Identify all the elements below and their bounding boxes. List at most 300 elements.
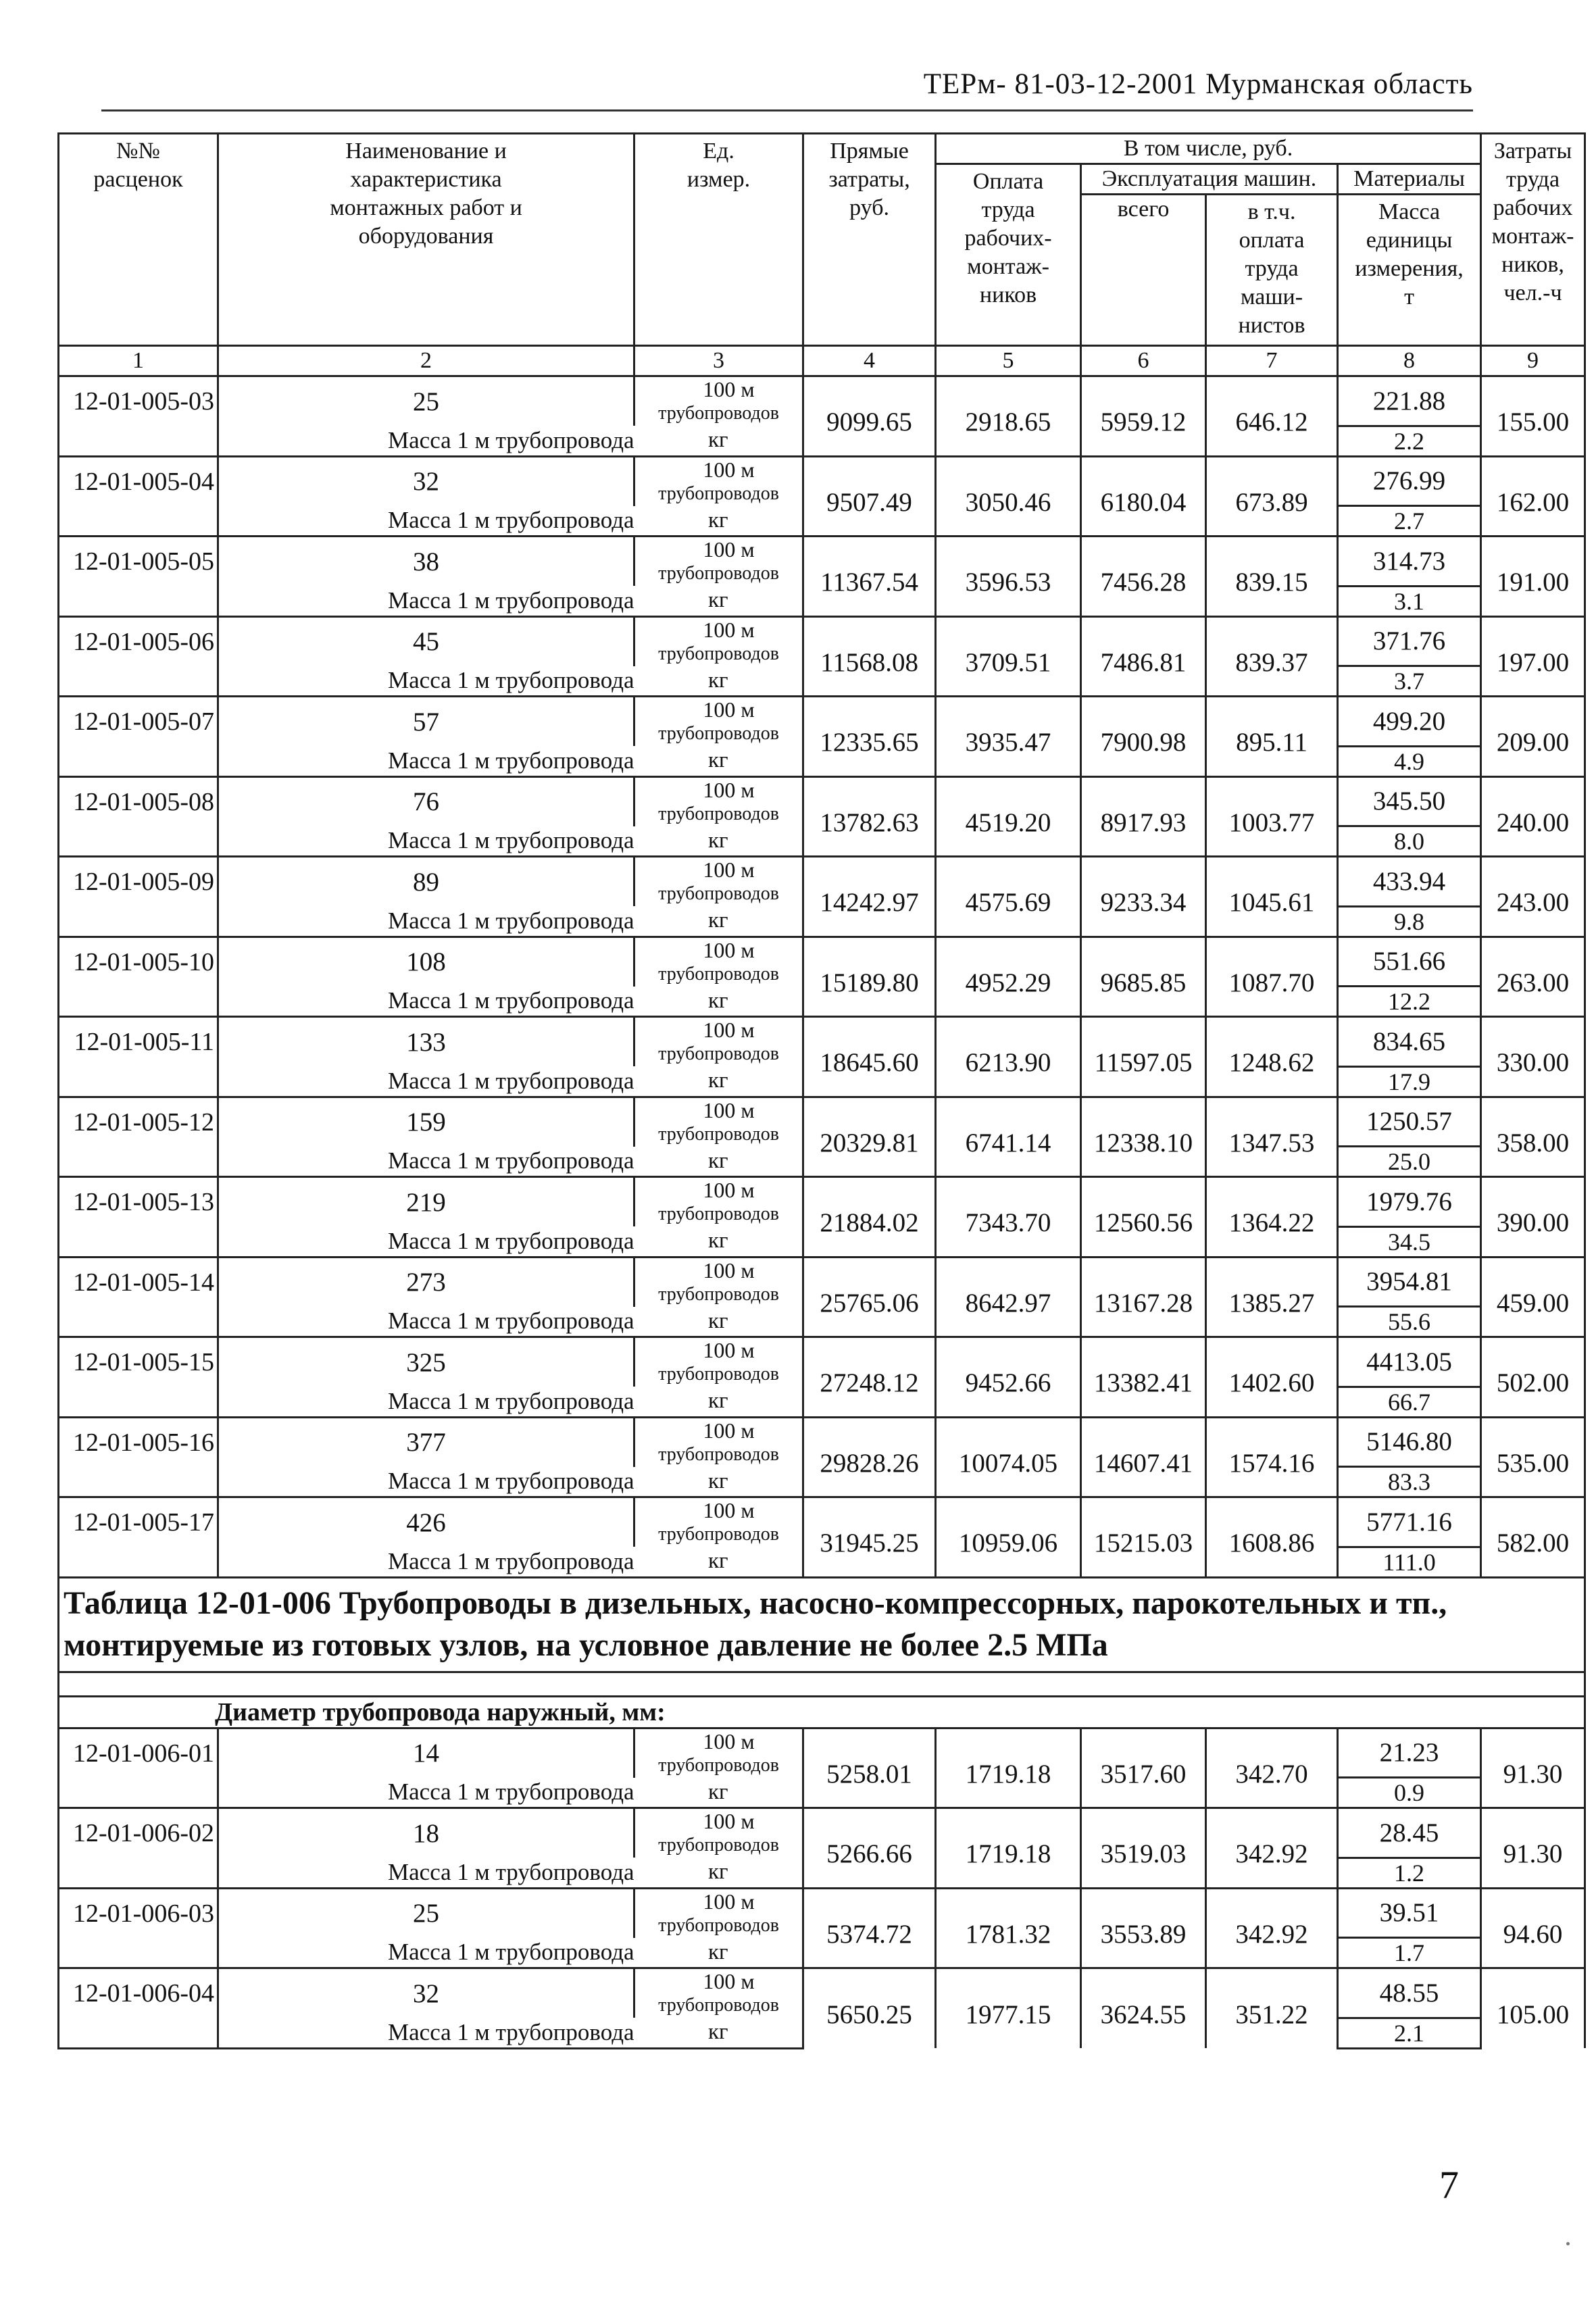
unit-line2: трубопроводов	[658, 1443, 779, 1465]
labor-cost: 6741.14	[936, 1097, 1081, 1177]
mass-label-spacer	[59, 987, 218, 1017]
mass-unit: кг	[634, 906, 803, 937]
materials-cost: 4413.05	[1338, 1337, 1481, 1387]
col-header-mass: Масса единицы измерения, т	[1338, 195, 1481, 346]
pipe-diameter: 133	[218, 1017, 634, 1067]
labor-cost: 7343.70	[936, 1177, 1081, 1258]
col-header-materials: Материалы	[1338, 164, 1481, 195]
labor-hours: 582.00	[1481, 1497, 1585, 1578]
mass-label-spacer	[59, 746, 218, 776]
machinists-labor-cost: 1385.27	[1206, 1257, 1338, 1337]
header-rule	[101, 109, 1473, 111]
mass-label: Масса 1 м трубопровода	[218, 1226, 634, 1257]
labor-hours: 94.60	[1481, 1888, 1585, 1968]
direct-cost: 5374.72	[803, 1888, 936, 1968]
rate-row	[59, 1417, 1585, 1467]
labor-hours: 240.00	[1481, 776, 1585, 857]
pipe-diameter: 57	[218, 697, 634, 747]
machinists-labor-cost: 895.11	[1206, 697, 1338, 777]
machinists-labor-cost: 1087.70	[1206, 937, 1338, 1017]
mass-label-spacer	[59, 1147, 218, 1177]
machines-cost: 3624.55	[1081, 1968, 1206, 2049]
mass-label: Масса 1 м трубопровода	[218, 1547, 634, 1577]
unit-line1: 100 м	[703, 377, 755, 401]
machines-cost: 7456.28	[1081, 537, 1206, 617]
direct-cost: 5650.25	[803, 1968, 936, 2049]
machinists-labor-cost: 342.92	[1206, 1808, 1338, 1889]
table-title-row	[59, 1577, 1585, 1672]
rate-code: 12-01-006-02	[59, 1808, 218, 1858]
unit-of-measure	[634, 857, 803, 907]
rate-row	[59, 1097, 1585, 1147]
labor-cost: 4519.20	[936, 776, 1081, 857]
rate-row	[59, 776, 1585, 826]
rate-code: 12-01-005-17	[59, 1497, 218, 1547]
unit-line1: 100 м	[703, 1018, 755, 1042]
unit-of-measure	[634, 1337, 803, 1387]
unit-of-measure	[634, 1257, 803, 1307]
labor-hours: 209.00	[1481, 697, 1585, 777]
mass-unit: кг	[634, 666, 803, 697]
unit-line1: 100 м	[703, 1969, 755, 1993]
rate-code: 12-01-005-04	[59, 456, 218, 506]
labor-hours: 162.00	[1481, 456, 1585, 537]
machinists-labor-cost: 1347.53	[1206, 1097, 1338, 1177]
pipe-diameter: 273	[218, 1257, 634, 1307]
machinists-labor-cost: 342.92	[1206, 1888, 1338, 1968]
rate-row	[59, 537, 1585, 587]
rate-code: 12-01-005-12	[59, 1097, 218, 1147]
col-header-name: Наименование и характеристика монтажных работ и оборудования	[218, 134, 634, 346]
pipe-diameter: 32	[218, 1968, 634, 2018]
col-header-labor: Оплата труда рабочих- монтаж- ников	[936, 164, 1081, 346]
materials-cost: 21.23	[1338, 1728, 1481, 1778]
mass-value: 66.7	[1338, 1387, 1481, 1417]
mass-label-spacer	[59, 1066, 218, 1097]
mass-value: 55.6	[1338, 1307, 1481, 1337]
materials-cost: 28.45	[1338, 1808, 1481, 1858]
rate-row	[59, 616, 1585, 666]
mass-label: Масса 1 м трубопровода	[218, 1858, 634, 1888]
labor-hours: 263.00	[1481, 937, 1585, 1017]
col-number: 4	[803, 346, 936, 376]
pipe-diameter: 426	[218, 1497, 634, 1547]
mass-value: 2.7	[1338, 506, 1481, 537]
direct-cost: 21884.02	[803, 1177, 936, 1258]
mass-unit: кг	[634, 1226, 803, 1257]
machines-cost: 3553.89	[1081, 1888, 1206, 1968]
col-header-group: В том числе, руб.	[936, 134, 1481, 164]
unit-of-measure	[634, 376, 803, 426]
pipe-diameter: 14	[218, 1728, 634, 1778]
unit-of-measure	[634, 456, 803, 506]
mass-label: Масса 1 м трубопровода	[218, 1387, 634, 1417]
machines-cost: 15215.03	[1081, 1497, 1206, 1578]
mass-value: 2.1	[1338, 2018, 1481, 2048]
mass-label: Масса 1 м трубопровода	[218, 1938, 634, 1968]
mass-label: Масса 1 м трубопровода	[218, 987, 634, 1017]
unit-line1: 100 м	[703, 1418, 755, 1443]
mass-unit: кг	[634, 1066, 803, 1097]
mass-label-spacer	[59, 2018, 218, 2048]
mass-unit: кг	[634, 1778, 803, 1808]
mass-unit: кг	[634, 1938, 803, 1968]
unit-line1: 100 м	[703, 617, 755, 642]
rate-row	[59, 1808, 1585, 1858]
col-header-hours: Затраты труда рабочих монтаж- ников, чел.-ч	[1481, 134, 1585, 346]
mass-unit: кг	[634, 746, 803, 776]
machines-cost: 7486.81	[1081, 616, 1206, 697]
mass-unit: кг	[634, 1858, 803, 1888]
machines-cost: 11597.05	[1081, 1017, 1206, 1097]
labor-cost: 3709.51	[936, 616, 1081, 697]
rate-row	[59, 1017, 1585, 1067]
mass-unit: кг	[634, 1547, 803, 1577]
mass-value: 0.9	[1338, 1778, 1481, 1808]
mass-label: Масса 1 м трубопровода	[218, 2018, 634, 2048]
mass-label-spacer	[59, 1778, 218, 1808]
machines-cost: 13382.41	[1081, 1337, 1206, 1418]
mass-value: 2.2	[1338, 426, 1481, 456]
unit-line1: 100 м	[703, 777, 755, 802]
materials-cost: 433.94	[1338, 857, 1481, 907]
unit-line1: 100 м	[703, 697, 755, 722]
rate-code: 12-01-005-13	[59, 1177, 218, 1227]
materials-cost: 371.76	[1338, 616, 1481, 666]
materials-cost: 345.50	[1338, 776, 1481, 826]
materials-cost: 314.73	[1338, 537, 1481, 587]
unit-line2: трубопроводов	[658, 1364, 779, 1385]
col-number: 7	[1206, 346, 1338, 376]
pipe-diameter: 159	[218, 1097, 634, 1147]
labor-hours: 91.30	[1481, 1808, 1585, 1889]
labor-hours: 243.00	[1481, 857, 1585, 937]
rate-code: 12-01-005-05	[59, 537, 218, 587]
col-number: 3	[634, 346, 803, 376]
rate-code: 12-01-005-08	[59, 776, 218, 826]
col-header-mach-total: всего	[1081, 195, 1206, 346]
col-number: 1	[59, 346, 218, 376]
rate-code: 12-01-005-06	[59, 616, 218, 666]
mass-label-spacer	[59, 1858, 218, 1888]
document-header: ТЕРм- 81-03-12-2001 Мурманская область	[923, 68, 1473, 100]
rate-row	[59, 1728, 1585, 1778]
mass-label-spacer	[59, 586, 218, 616]
unit-line1: 100 м	[703, 1178, 755, 1202]
column-numbers-row	[59, 346, 1585, 376]
labor-cost: 9452.66	[936, 1337, 1081, 1418]
unit-of-measure	[634, 937, 803, 987]
unit-line2: трубопроводов	[658, 1283, 779, 1305]
mass-value: 9.8	[1338, 906, 1481, 937]
rate-row	[59, 1337, 1585, 1387]
mass-unit: кг	[634, 826, 803, 857]
labor-cost: 3596.53	[936, 537, 1081, 617]
mass-label: Масса 1 м трубопровода	[218, 1147, 634, 1177]
direct-cost: 25765.06	[803, 1257, 936, 1337]
labor-hours: 390.00	[1481, 1177, 1585, 1258]
mass-label-spacer	[59, 506, 218, 537]
mass-label-spacer	[59, 826, 218, 857]
labor-hours: 191.00	[1481, 537, 1585, 617]
unit-of-measure	[634, 1417, 803, 1467]
rate-row	[59, 857, 1585, 907]
unit-line2: трубопроводов	[658, 563, 779, 584]
labor-hours: 358.00	[1481, 1097, 1585, 1177]
unit-of-measure	[634, 537, 803, 587]
materials-cost: 1979.76	[1338, 1177, 1481, 1227]
machines-cost: 12338.10	[1081, 1097, 1206, 1177]
unit-line2: трубопроводов	[658, 883, 779, 904]
mass-label: Масса 1 м трубопровода	[218, 666, 634, 697]
unit-of-measure	[634, 1888, 803, 1938]
mass-unit: кг	[634, 1467, 803, 1497]
mass-value: 1.7	[1338, 1938, 1481, 1968]
labor-cost: 10074.05	[936, 1417, 1081, 1497]
labor-cost: 6213.90	[936, 1017, 1081, 1097]
materials-cost: 499.20	[1338, 697, 1481, 747]
unit-of-measure	[634, 1017, 803, 1067]
unit-of-measure	[634, 776, 803, 826]
unit-line2: трубопроводов	[658, 1835, 779, 1856]
labor-cost: 2918.65	[936, 376, 1081, 457]
labor-hours: 330.00	[1481, 1017, 1585, 1097]
machinists-labor-cost: 839.15	[1206, 537, 1338, 617]
labor-hours: 91.30	[1481, 1728, 1585, 1808]
machines-cost: 7900.98	[1081, 697, 1206, 777]
pipe-diameter: 25	[218, 1888, 634, 1938]
direct-cost: 11367.54	[803, 537, 936, 617]
direct-cost: 9507.49	[803, 456, 936, 537]
pipe-diameter: 325	[218, 1337, 634, 1387]
mass-unit: кг	[634, 2018, 803, 2048]
unit-of-measure	[634, 697, 803, 747]
machinists-labor-cost: 1364.22	[1206, 1177, 1338, 1258]
machines-cost: 13167.28	[1081, 1257, 1206, 1337]
pipe-diameter: 76	[218, 776, 634, 826]
mass-value: 12.2	[1338, 987, 1481, 1017]
rate-row	[59, 1888, 1585, 1938]
unit-of-measure	[634, 1097, 803, 1147]
materials-cost: 551.66	[1338, 937, 1481, 987]
mass-value: 83.3	[1338, 1467, 1481, 1497]
mass-value: 17.9	[1338, 1066, 1481, 1097]
mass-label: Масса 1 м трубопровода	[218, 826, 634, 857]
mass-label: Масса 1 м трубопровода	[218, 746, 634, 776]
mass-value: 4.9	[1338, 746, 1481, 776]
mass-unit: кг	[634, 586, 803, 616]
mass-unit: кг	[634, 1147, 803, 1177]
materials-cost: 5146.80	[1338, 1417, 1481, 1467]
materials-cost: 48.55	[1338, 1968, 1481, 2018]
unit-of-measure	[634, 1728, 803, 1778]
machinists-labor-cost: 839.37	[1206, 616, 1338, 697]
rate-code: 12-01-005-10	[59, 937, 218, 987]
mass-label: Масса 1 м трубопровода	[218, 1066, 634, 1097]
unit-of-measure	[634, 1808, 803, 1858]
unit-of-measure	[634, 1968, 803, 2018]
materials-cost: 221.88	[1338, 376, 1481, 426]
spacer-row	[59, 1672, 1585, 1696]
col-header-code: №№ расценок	[59, 134, 218, 346]
machinists-labor-cost: 646.12	[1206, 376, 1338, 457]
col-header-direct: Прямые затраты, руб.	[803, 134, 936, 346]
rate-row	[59, 456, 1585, 506]
unit-line2: трубопроводов	[658, 1995, 779, 2016]
direct-cost: 12335.65	[803, 697, 936, 777]
mass-label-spacer	[59, 426, 218, 456]
machinists-labor-cost: 1608.86	[1206, 1497, 1338, 1578]
direct-cost: 20329.81	[803, 1097, 936, 1177]
unit-of-measure	[634, 616, 803, 666]
direct-cost: 31945.25	[803, 1497, 936, 1578]
header-row	[59, 134, 1585, 164]
unit-line1: 100 м	[703, 537, 755, 562]
labor-hours: 535.00	[1481, 1417, 1585, 1497]
mass-label: Масса 1 м трубопровода	[218, 906, 634, 937]
mass-unit: кг	[634, 1387, 803, 1417]
mass-label-spacer	[59, 1547, 218, 1577]
rate-row	[59, 1177, 1585, 1227]
machines-cost: 14607.41	[1081, 1417, 1206, 1497]
rate-row	[59, 1257, 1585, 1307]
labor-cost: 3935.47	[936, 697, 1081, 777]
rate-code: 12-01-005-16	[59, 1417, 218, 1467]
labor-cost: 8642.97	[936, 1257, 1081, 1337]
rate-code: 12-01-005-15	[59, 1337, 218, 1387]
mass-label-spacer	[59, 906, 218, 937]
machinists-labor-cost: 1003.77	[1206, 776, 1338, 857]
unit-line2: трубопроводов	[658, 803, 779, 824]
machines-cost: 3517.60	[1081, 1728, 1206, 1808]
machines-cost: 8917.93	[1081, 776, 1206, 857]
unit-line1: 100 м	[703, 1258, 755, 1283]
rate-code: 12-01-006-03	[59, 1888, 218, 1938]
rate-code: 12-01-006-01	[59, 1728, 218, 1778]
labor-cost: 10959.06	[936, 1497, 1081, 1578]
machinists-labor-cost: 342.70	[1206, 1728, 1338, 1808]
unit-line2: трубопроводов	[658, 1524, 779, 1545]
unit-line1: 100 м	[703, 937, 755, 962]
unit-line1: 100 м	[703, 457, 755, 482]
pipe-diameter: 45	[218, 616, 634, 666]
diameter-label: Диаметр трубопровода наружный, мм:	[59, 1696, 1585, 1728]
unit-line2: трубопроводов	[658, 1123, 779, 1145]
labor-hours: 105.00	[1481, 1968, 1585, 2049]
machines-cost: 12560.56	[1081, 1177, 1206, 1258]
machines-cost: 3519.03	[1081, 1808, 1206, 1889]
rate-code: 12-01-005-07	[59, 697, 218, 747]
mass-unit: кг	[634, 506, 803, 537]
unit-line2: трубопроводов	[658, 403, 779, 424]
mass-label-spacer	[59, 1467, 218, 1497]
unit-line2: трубопроводов	[658, 643, 779, 664]
machines-cost: 5959.12	[1081, 376, 1206, 457]
direct-cost: 13782.63	[803, 776, 936, 857]
labor-cost: 3050.46	[936, 456, 1081, 537]
labor-hours: 502.00	[1481, 1337, 1585, 1418]
materials-cost: 276.99	[1338, 456, 1481, 506]
direct-cost: 27248.12	[803, 1337, 936, 1418]
labor-hours: 155.00	[1481, 376, 1585, 457]
scan-speck	[1566, 2242, 1570, 2245]
direct-cost: 5258.01	[803, 1728, 936, 1808]
col-number: 9	[1481, 346, 1585, 376]
machinists-labor-cost: 1045.61	[1206, 857, 1338, 937]
col-number: 2	[218, 346, 634, 376]
pipe-diameter: 108	[218, 937, 634, 987]
pipe-diameter: 377	[218, 1417, 634, 1467]
mass-label: Масса 1 м трубопровода	[218, 1778, 634, 1808]
labor-cost: 4575.69	[936, 857, 1081, 937]
labor-cost: 1719.18	[936, 1728, 1081, 1808]
col-number: 8	[1338, 346, 1481, 376]
col-number: 6	[1081, 346, 1206, 376]
rate-code: 12-01-005-14	[59, 1257, 218, 1307]
materials-cost: 1250.57	[1338, 1097, 1481, 1147]
mass-value: 3.7	[1338, 666, 1481, 697]
unit-line1: 100 м	[703, 1498, 755, 1522]
pipe-diameter: 219	[218, 1177, 634, 1227]
machines-cost: 6180.04	[1081, 456, 1206, 537]
labor-cost: 1781.32	[936, 1888, 1081, 1968]
mass-label-spacer	[59, 1938, 218, 1968]
mass-label-spacer	[59, 666, 218, 697]
pipe-diameter: 89	[218, 857, 634, 907]
spacer-cell	[59, 1672, 1585, 1696]
rate-code: 12-01-005-09	[59, 857, 218, 907]
pipe-diameter: 18	[218, 1808, 634, 1858]
labor-cost: 4952.29	[936, 937, 1081, 1017]
page-number: 7	[1439, 2163, 1459, 2207]
rate-row	[59, 1497, 1585, 1547]
unit-line2: трубопроводов	[658, 1914, 779, 1936]
col-header-machines: Эксплуатация машин.	[1081, 164, 1338, 195]
pipe-diameter: 25	[218, 376, 634, 426]
direct-cost: 18645.60	[803, 1017, 936, 1097]
unit-line2: трубопроводов	[658, 482, 779, 504]
materials-cost: 3954.81	[1338, 1257, 1481, 1307]
labor-hours: 459.00	[1481, 1257, 1585, 1337]
mass-unit: кг	[634, 1307, 803, 1337]
mass-label: Масса 1 м трубопровода	[218, 506, 634, 537]
rate-code: 12-01-006-04	[59, 1968, 218, 2018]
direct-cost: 5266.66	[803, 1808, 936, 1889]
mass-label: Масса 1 м трубопровода	[218, 426, 634, 456]
labor-cost: 1719.18	[936, 1808, 1081, 1889]
mass-label-spacer	[59, 1387, 218, 1417]
direct-cost: 11568.08	[803, 616, 936, 697]
labor-hours: 197.00	[1481, 616, 1585, 697]
machinists-labor-cost: 351.22	[1206, 1968, 1338, 2049]
unit-line2: трубопроводов	[658, 1043, 779, 1064]
mass-value: 8.0	[1338, 826, 1481, 857]
mass-value: 34.5	[1338, 1226, 1481, 1257]
rate-row	[59, 376, 1585, 426]
materials-cost: 5771.16	[1338, 1497, 1481, 1547]
mass-value: 111.0	[1338, 1547, 1481, 1577]
unit-line2: трубопроводов	[658, 1754, 779, 1776]
machinists-labor-cost: 1402.60	[1206, 1337, 1338, 1418]
unit-line1: 100 м	[703, 1728, 755, 1753]
labor-cost: 1977.15	[936, 1968, 1081, 2049]
pipe-diameter: 32	[218, 456, 634, 506]
mass-label: Масса 1 м трубопровода	[218, 1467, 634, 1497]
mass-label: Масса 1 м трубопровода	[218, 586, 634, 616]
rate-code: 12-01-005-03	[59, 376, 218, 426]
machinists-labor-cost: 673.89	[1206, 456, 1338, 537]
direct-cost: 29828.26	[803, 1417, 936, 1497]
